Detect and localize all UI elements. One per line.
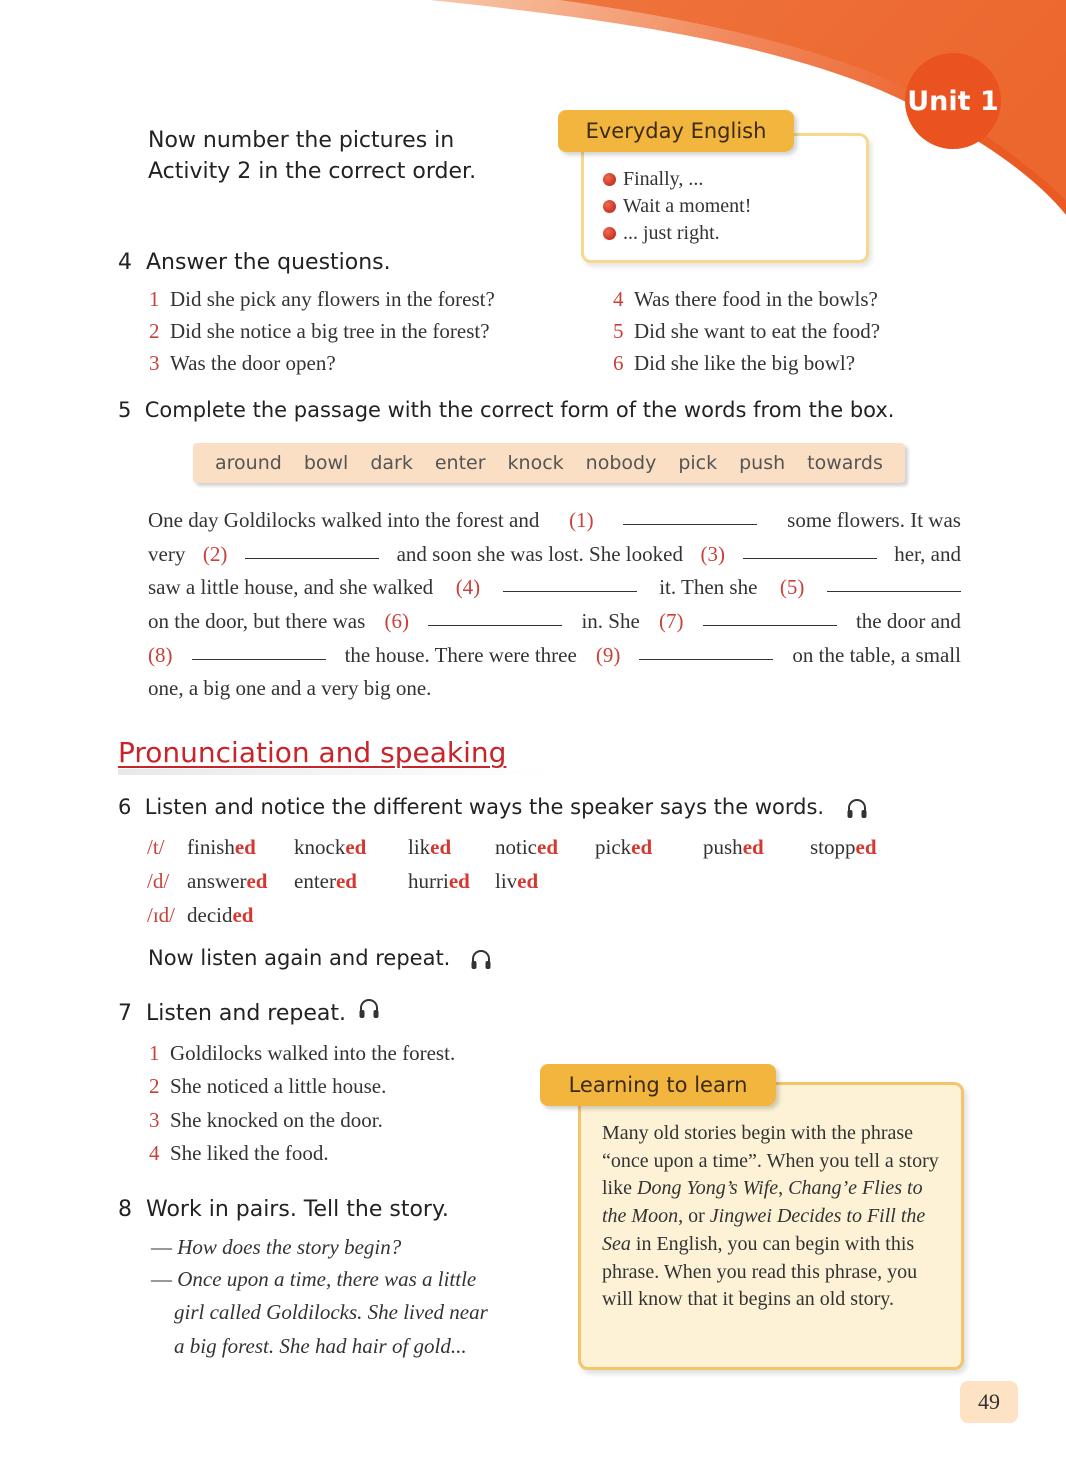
word: around — [215, 452, 282, 474]
pronunciation-word: answered — [187, 869, 268, 893]
question: 2 Did she notice a big tree in the forest? — [149, 319, 490, 343]
passage-line: very (2) and soon she was lost. She looked (3) her, and — [148, 542, 961, 566]
pronunciation-word: hurried — [408, 869, 470, 893]
dialog-line: — How does the story begin? — [151, 1235, 402, 1259]
pronunciation-word: lived — [495, 869, 539, 893]
sound-label: /t/ — [147, 835, 165, 859]
answer-blank[interactable] — [245, 542, 379, 559]
pronunciation-word: knocked — [294, 835, 367, 859]
answer-blank[interactable] — [192, 643, 326, 660]
unit-badge: Unit 1 — [905, 53, 1001, 149]
repeat-item: 3 She knocked on the door. — [149, 1108, 383, 1132]
activity-4-heading: 4 Answer the questions. — [118, 250, 391, 275]
bullet-icon — [603, 173, 616, 186]
dialog-line: girl called Goldilocks. She lived near — [174, 1300, 488, 1324]
word: push — [739, 452, 786, 474]
passage-line: one, a big one and a very big one. — [148, 676, 432, 700]
passage-line: One day Goldilocks walked into the forest and (1) some flowers. It was — [148, 508, 961, 532]
pronunciation-word: decided — [187, 903, 254, 927]
answer-blank[interactable] — [827, 575, 961, 592]
passage-line: (8) the house. There were three (9) on the table, a small — [148, 643, 961, 667]
activity-8-heading: 8 Work in pairs. Tell the story. — [118, 1197, 449, 1222]
corner-decoration — [0, 0, 1066, 240]
answer-blank[interactable] — [428, 609, 562, 626]
answer-blank[interactable] — [703, 609, 837, 626]
question: 1 Did she pick any flowers in the forest? — [149, 287, 495, 311]
answer-blank[interactable] — [623, 508, 757, 525]
word-box — [193, 443, 905, 483]
word: knock — [507, 452, 564, 474]
activity-7-heading: 7 Listen and repeat. — [118, 1001, 347, 1026]
headphones-icon[interactable] — [846, 797, 868, 821]
question: 6 Did she like the big bowl? — [613, 351, 856, 375]
learning-to-learn-text: Many old stories begin with the phrase “once upon a time”. When you tell a story like Dong Yong’s Wife, Chang’e Flies to the Moon, or Jingwei Decides to Fill the Sea in English, you can begin with this phrase. When you read this phrase, you will know that it begins an old story. — [602, 1122, 939, 1311]
headphones-icon[interactable] — [358, 997, 380, 1021]
answer-blank[interactable] — [503, 575, 637, 592]
everyday-english-item: ... just right. — [603, 222, 720, 245]
pronunciation-word: picked — [595, 835, 653, 859]
word: nobody — [585, 452, 657, 474]
intro-line-1: Now number the pictures in — [148, 128, 455, 153]
headphones-icon[interactable] — [470, 948, 492, 972]
listen-again-heading: Now listen again and repeat. — [148, 946, 451, 970]
word: pick — [678, 452, 718, 474]
bullet-icon — [603, 200, 616, 213]
activity-6-heading: 6 Listen and notice the different ways the speaker says the words. — [118, 795, 825, 819]
question: 4 Was there food in the bowls? — [613, 287, 878, 311]
dialog-line: — Once upon a time, there was a little — [151, 1267, 477, 1291]
everyday-english-item: Wait a moment! — [603, 195, 751, 218]
passage-line: on the door, but there was (6) in. She (7) the door and — [148, 609, 961, 633]
question: 5 Did she want to eat the food? — [613, 319, 881, 343]
repeat-item: 2 She noticed a little house. — [149, 1074, 387, 1098]
passage-line: saw a little house, and she walked (4) it. Then she (5) — [148, 575, 961, 600]
intro-line-2: Activity 2 in the correct order. — [148, 159, 477, 184]
repeat-item: 1 Goldilocks walked into the forest. — [149, 1041, 456, 1065]
everyday-english-item: Finally, ... — [603, 168, 703, 191]
word: enter — [434, 452, 486, 474]
word: bowl — [303, 452, 349, 474]
pronunciation-word: noticed — [495, 835, 558, 859]
sound-label: /d/ — [147, 869, 170, 893]
answer-blank[interactable] — [639, 643, 773, 660]
bullet-icon — [603, 227, 616, 240]
question: 3 Was the door open? — [149, 351, 336, 375]
activity-5-heading: 5 Complete the passage with the correct form of the words from the box. — [118, 398, 895, 422]
page-number: 49 — [960, 1381, 1018, 1423]
pronunciation-word: entered — [294, 869, 357, 893]
pronunciation-word: liked — [408, 835, 452, 859]
pronunciation-word: finished — [187, 835, 256, 859]
repeat-item: 4 She liked the food. — [149, 1141, 329, 1165]
pronunciation-word: pushed — [703, 835, 764, 859]
section-underline — [118, 769, 550, 775]
everyday-english-title: Everyday English — [558, 110, 794, 152]
answer-blank[interactable] — [743, 542, 877, 559]
section-title: Pronunciation and speaking — [118, 736, 507, 769]
word: towards — [807, 452, 883, 474]
pronunciation-word: stopped — [810, 835, 877, 859]
word: dark — [370, 452, 413, 474]
sound-label: /ɪd/ — [147, 903, 176, 927]
learning-to-learn-title: Learning to learn — [540, 1064, 776, 1106]
dialog-line: a big forest. She had hair of gold... — [174, 1334, 467, 1358]
